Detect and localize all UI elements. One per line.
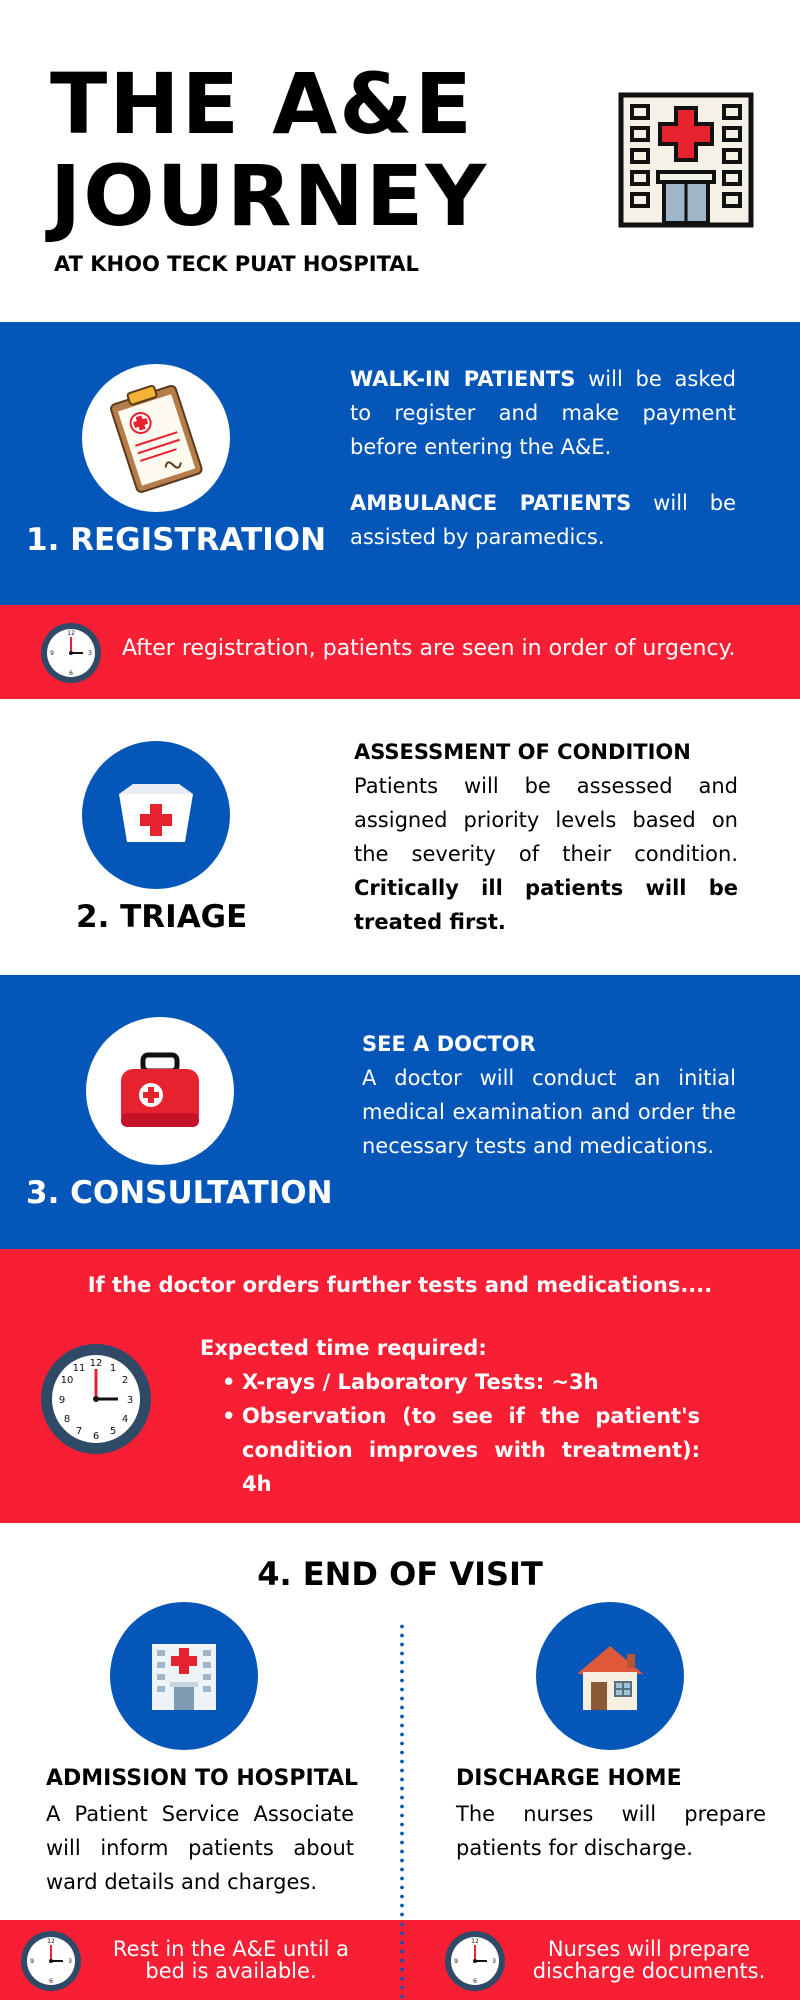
svg-text:6: 6 <box>473 1978 477 1985</box>
svg-text:9: 9 <box>58 1395 66 1406</box>
consultation-text: A doctor will conduct an initial medical examination and order the necessary tests and medications. <box>362 1066 736 1158</box>
consultation-label: 3. CONSULTATION <box>26 1175 333 1211</box>
first-aid-kit-icon <box>117 1051 203 1131</box>
expected-time-block <box>200 1331 700 1501</box>
svg-text:6: 6 <box>69 670 73 677</box>
svg-text:3: 3 <box>68 1958 72 1965</box>
svg-text:9: 9 <box>50 650 54 657</box>
further-tests-section <box>0 1249 800 1523</box>
list-item: • Observation (to see if the patient's condition improves with treatment): 4h <box>222 1399 700 1501</box>
svg-text:12: 12 <box>471 1938 479 1945</box>
svg-text:6: 6 <box>49 1978 53 1985</box>
discharge-note <box>518 1938 780 1982</box>
end-of-visit-label: 4. END OF VISIT <box>257 1555 543 1593</box>
ambulance-heading: AMBULANCE PATIENTS <box>350 491 632 515</box>
consultation-icon-circle <box>86 1017 234 1165</box>
svg-text:12: 12 <box>89 1358 103 1369</box>
consultation-description <box>362 1027 736 1163</box>
footer-notes-band <box>0 1920 800 2000</box>
svg-text:9: 9 <box>454 1958 458 1965</box>
svg-text:8: 8 <box>63 1414 71 1425</box>
registration-description <box>350 362 736 576</box>
title-line-2: JOURNEY <box>50 147 489 245</box>
svg-text:11: 11 <box>72 1363 86 1374</box>
clock-icon <box>20 1930 82 1992</box>
ambulance-text: will be assisted by paramedics. <box>350 491 736 549</box>
admission-icon-circle <box>110 1602 258 1750</box>
nurse-cap-icon <box>111 782 201 848</box>
svg-text:2: 2 <box>121 1375 129 1386</box>
svg-text:7: 7 <box>75 1426 83 1437</box>
discharge-heading: DISCHARGE HOME <box>456 1766 682 1791</box>
triage-heading: ASSESSMENT OF CONDITION <box>354 740 691 764</box>
admission-note-line-1: Rest in the A&E until a <box>112 1937 350 1961</box>
column-divider <box>400 1920 404 2000</box>
hospital-building-icon <box>618 92 754 228</box>
triage-section <box>0 699 800 975</box>
page-subtitle: AT KHOO TECK PUAT HOSPITAL <box>54 252 419 276</box>
hospital-building-icon <box>148 1640 220 1712</box>
clock-icon <box>40 1343 152 1455</box>
registration-section <box>0 322 800 605</box>
discharge-note-line-2: discharge documents. <box>532 1959 766 1983</box>
urgency-note: After registration, patients are seen in order of urgency. <box>122 636 736 661</box>
walkin-heading: WALK-IN PATIENTS <box>350 367 576 391</box>
registration-label: 1. REGISTRATION <box>26 522 327 558</box>
page-title <box>50 55 489 245</box>
svg-text:12: 12 <box>67 630 75 637</box>
expected-time-list <box>200 1365 700 1501</box>
clipboard-icon <box>108 383 204 493</box>
svg-text:9: 9 <box>30 1958 34 1965</box>
admission-note <box>96 1938 366 1982</box>
discharge-icon-circle <box>536 1602 684 1750</box>
triage-label: 2. TRIAGE <box>76 899 248 935</box>
svg-text:3: 3 <box>88 650 92 657</box>
discharge-text: The nurses will prepare patients for discharge. <box>456 1802 766 1860</box>
clock-icon <box>40 622 102 684</box>
discharge-note-line-1: Nurses will prepare <box>547 1937 751 1961</box>
expected-time-label: Expected time required: <box>200 1336 487 1360</box>
svg-text:5: 5 <box>109 1426 117 1437</box>
svg-text:3: 3 <box>492 1958 496 1965</box>
admission-note-line-2: bed is available. <box>145 1959 317 1983</box>
registration-icon-circle <box>82 364 230 512</box>
triage-description <box>354 735 738 939</box>
svg-text:12: 12 <box>47 1938 55 1945</box>
consultation-section <box>0 975 800 1249</box>
urgency-note-band <box>0 605 800 699</box>
svg-text:3: 3 <box>126 1395 134 1406</box>
list-item: • X-rays / Laboratory Tests: ~3h <box>222 1365 700 1399</box>
walkin-text: will be asked to register and make payment before entering the A&E. <box>350 367 736 459</box>
consultation-heading: SEE A DOCTOR <box>362 1032 536 1056</box>
admission-heading: ADMISSION TO HOSPITAL <box>46 1766 359 1791</box>
svg-text:4: 4 <box>121 1414 129 1425</box>
further-tests-heading: If the doctor orders further tests and medications.... <box>87 1273 713 1297</box>
triage-bold-text: Critically ill patients will be treated first. <box>354 876 738 934</box>
admission-text: A Patient Service Associate will inform patients about ward details and charges. <box>46 1802 354 1894</box>
header <box>0 0 800 322</box>
svg-text:6: 6 <box>92 1431 100 1442</box>
svg-text:10: 10 <box>60 1375 74 1386</box>
triage-icon-circle <box>82 741 230 889</box>
clock-icon <box>444 1930 506 1992</box>
title-line-1: THE A&E <box>50 55 474 153</box>
svg-text:1: 1 <box>109 1363 117 1374</box>
house-icon <box>567 1640 653 1712</box>
triage-text: Patients will be assessed and assigned priority levels based on the severity of their condition. <box>354 774 738 866</box>
